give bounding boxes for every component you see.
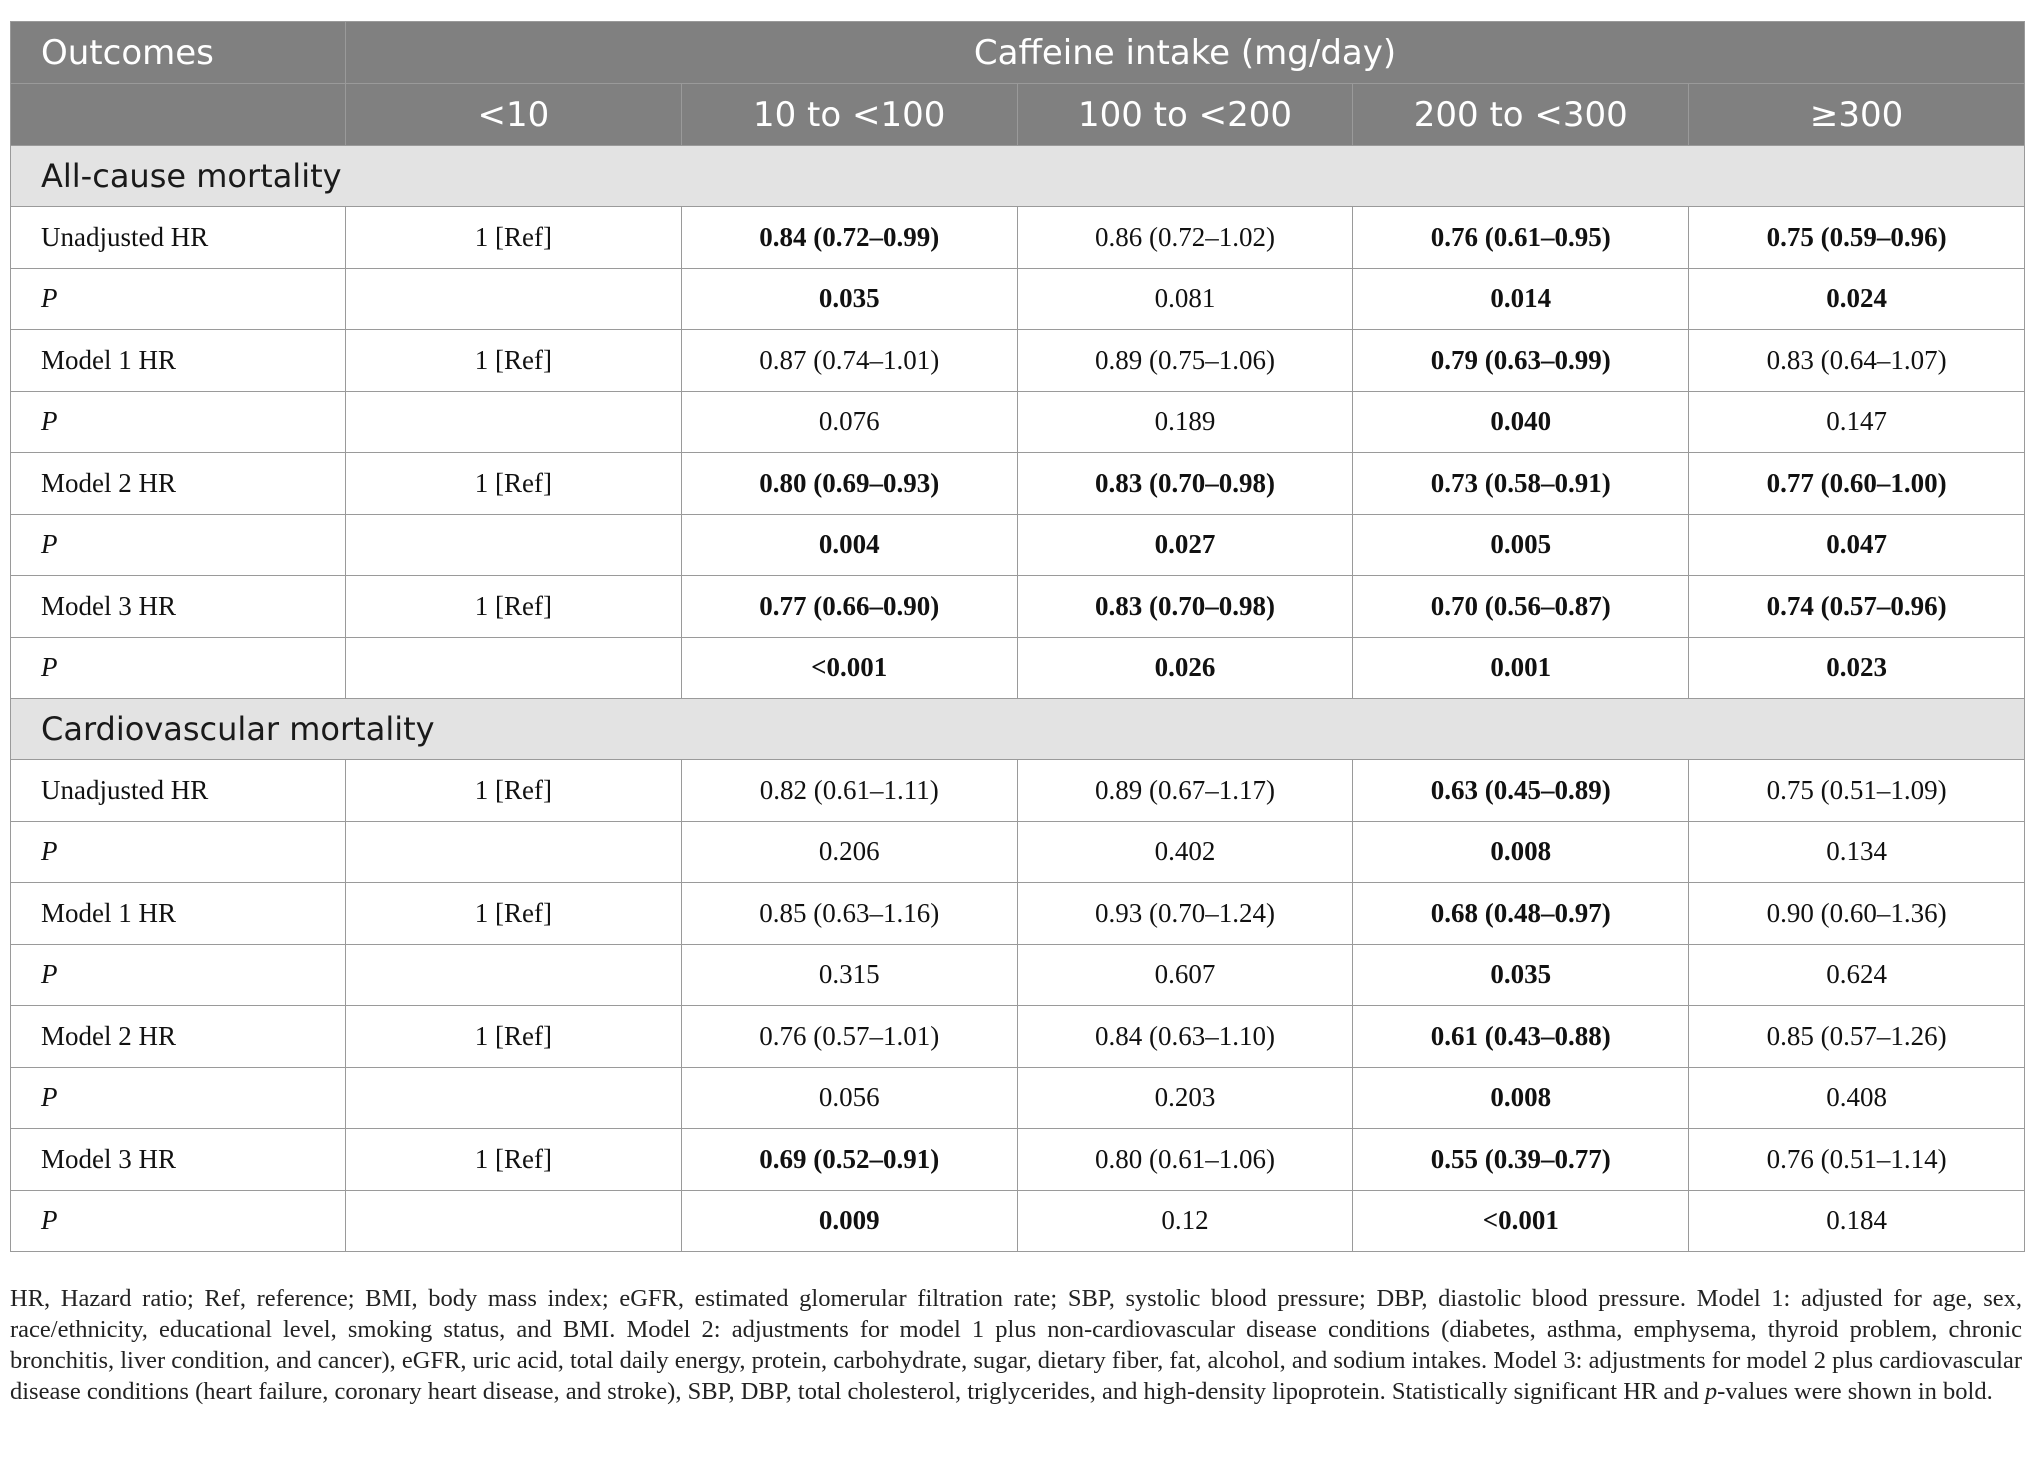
row-label: P [11, 637, 346, 699]
table-cell: 1 [Ref] [346, 1129, 682, 1191]
table-cell: 0.008 [1353, 821, 1689, 883]
table-cell: 0.61 (0.43–0.88) [1353, 1006, 1689, 1068]
table-cell: 0.035 [1353, 944, 1689, 1006]
table-cell: 0.69 (0.52–0.91) [681, 1129, 1017, 1191]
table-cell: 0.85 (0.57–1.26) [1689, 1006, 2025, 1068]
table-cell: 0.081 [1017, 268, 1353, 330]
table-cell: 0.047 [1689, 514, 2025, 576]
row-label: Unadjusted HR [11, 207, 346, 269]
table-cell: 0.83 (0.70–0.98) [1017, 453, 1353, 515]
table-cell: 1 [Ref] [346, 576, 682, 638]
table-cell: 0.70 (0.56–0.87) [1353, 576, 1689, 638]
table-footnote [10, 1283, 2022, 1407]
table-cell: 0.79 (0.63–0.99) [1353, 330, 1689, 392]
table-cell: 0.85 (0.63–1.16) [681, 883, 1017, 945]
table-row [11, 514, 2025, 576]
table-cell: 0.001 [1353, 637, 1689, 699]
table-cell: 0.023 [1689, 637, 2025, 699]
table-cell: <0.001 [681, 637, 1017, 699]
header-col-4: 200 to <300 [1353, 84, 1689, 146]
row-label: Model 2 HR [11, 1006, 346, 1068]
footnote-italic-p: p [1704, 1378, 1718, 1405]
row-label: P [11, 944, 346, 1006]
table-cell: 0.84 (0.63–1.10) [1017, 1006, 1353, 1068]
table-cell: 1 [Ref] [346, 453, 682, 515]
table-cell: 0.056 [681, 1067, 1017, 1129]
table-row [11, 268, 2025, 330]
table-cell: 0.206 [681, 821, 1017, 883]
table-cell [346, 944, 682, 1006]
header-col-5: ≥300 [1689, 84, 2025, 146]
header-col-1: <10 [346, 84, 682, 146]
table-cell [346, 637, 682, 699]
row-label: Model 3 HR [11, 576, 346, 638]
table-cell: 0.80 (0.69–0.93) [681, 453, 1017, 515]
table-cell: 0.315 [681, 944, 1017, 1006]
table-row [11, 207, 2025, 269]
table-cell [346, 268, 682, 330]
table-row [11, 453, 2025, 515]
table-cell: 1 [Ref] [346, 760, 682, 822]
table-cell: 0.009 [681, 1190, 1017, 1252]
section-row [11, 146, 2025, 207]
table-row [11, 1129, 2025, 1191]
table-row [11, 883, 2025, 945]
table-row [11, 1067, 2025, 1129]
table-cell: 0.87 (0.74–1.01) [681, 330, 1017, 392]
table-row [11, 330, 2025, 392]
header-col-3: 100 to <200 [1017, 84, 1353, 146]
row-label: P [11, 514, 346, 576]
footnote-paragraph [10, 1283, 2022, 1407]
table-cell: 0.408 [1689, 1067, 2025, 1129]
table-cell: 0.63 (0.45–0.89) [1353, 760, 1689, 822]
row-label: P [11, 268, 346, 330]
table-cell: 0.77 (0.66–0.90) [681, 576, 1017, 638]
table-cell: 0.035 [681, 268, 1017, 330]
footnote-text: HR, Hazard ratio; Ref, reference; BMI, body mass index; eGFR, estimated glomerular filtration rate; SBP, systolic blood pressure; DBP, diastolic blood pressure. Model 1: adjusted for age, sex, race/ethnicity, educational level, smoking status, and BMI. Model 2: adjustments for model 1 plus non-cardiovascular disease conditions (diabetes, asthma, emphysema, thyroid problem, chronic bronchitis, liver condition, and cancer), eGFR, uric acid, total daily energy, protein, carbohydrate, sugar, dietary fiber, fat, alcohol, and sodium intakes. Model 3: adjustments for model 2 plus cardiovascular disease conditions (heart failure, coronary heart disease, and stroke), SBP, DBP, total cholesterol, triglycerides, and high-density lipoprotein. Statistically significant HR and [10, 1285, 2022, 1405]
row-label: Model 3 HR [11, 1129, 346, 1191]
table-cell [346, 1067, 682, 1129]
row-label: P [11, 1190, 346, 1252]
table-cell [346, 514, 682, 576]
table-cell: 0.77 (0.60–1.00) [1689, 453, 2025, 515]
table-cell: 0.184 [1689, 1190, 2025, 1252]
table-cell: 0.027 [1017, 514, 1353, 576]
table-cell: 0.024 [1689, 268, 2025, 330]
table-cell: 0.004 [681, 514, 1017, 576]
table-cell: <0.001 [1353, 1190, 1689, 1252]
table-cell: 0.607 [1017, 944, 1353, 1006]
header-empty-cell [11, 84, 346, 146]
table-cell: 0.75 (0.59–0.96) [1689, 207, 2025, 269]
table-cell: 0.014 [1353, 268, 1689, 330]
table-header [11, 22, 2025, 146]
table-row [11, 637, 2025, 699]
table-cell: 0.73 (0.58–0.91) [1353, 453, 1689, 515]
table-cell [346, 391, 682, 453]
table-cell: 1 [Ref] [346, 883, 682, 945]
table-cell: 0.82 (0.61–1.11) [681, 760, 1017, 822]
table-row [11, 576, 2025, 638]
row-label: Model 1 HR [11, 883, 346, 945]
row-label: P [11, 391, 346, 453]
table-cell: 0.90 (0.60–1.36) [1689, 883, 2025, 945]
table-cell: 0.76 (0.51–1.14) [1689, 1129, 2025, 1191]
table-cell: 0.89 (0.75–1.06) [1017, 330, 1353, 392]
table-cell: 0.93 (0.70–1.24) [1017, 883, 1353, 945]
table-cell: 0.134 [1689, 821, 2025, 883]
results-table-container [10, 21, 2024, 1252]
table-cell: 0.83 (0.64–1.07) [1689, 330, 2025, 392]
table-cell: 0.040 [1353, 391, 1689, 453]
section-title: All-cause mortality [11, 146, 2025, 207]
header-outcomes: Outcomes [11, 22, 346, 84]
table-cell: 0.008 [1353, 1067, 1689, 1129]
table-cell: 0.83 (0.70–0.98) [1017, 576, 1353, 638]
caffeine-mortality-table [10, 21, 2025, 1252]
table-cell: 0.55 (0.39–0.77) [1353, 1129, 1689, 1191]
table-cell: 0.75 (0.51–1.09) [1689, 760, 2025, 822]
row-label: P [11, 821, 346, 883]
table-cell [346, 1190, 682, 1252]
header-col-2: 10 to <100 [681, 84, 1017, 146]
table-body [11, 146, 2025, 1252]
table-row [11, 391, 2025, 453]
table-cell: 0.84 (0.72–0.99) [681, 207, 1017, 269]
table-row [11, 821, 2025, 883]
table-cell: 0.76 (0.61–0.95) [1353, 207, 1689, 269]
table-cell: 0.076 [681, 391, 1017, 453]
table-cell: 0.402 [1017, 821, 1353, 883]
table-cell: 0.80 (0.61–1.06) [1017, 1129, 1353, 1191]
section-row [11, 699, 2025, 760]
row-label: P [11, 1067, 346, 1129]
table-cell: 0.203 [1017, 1067, 1353, 1129]
table-row [11, 760, 2025, 822]
table-row [11, 1190, 2025, 1252]
table-cell [346, 821, 682, 883]
section-title: Cardiovascular mortality [11, 699, 2025, 760]
row-label: Unadjusted HR [11, 760, 346, 822]
row-label: Model 2 HR [11, 453, 346, 515]
table-cell: 0.12 [1017, 1190, 1353, 1252]
table-cell: 1 [Ref] [346, 207, 682, 269]
footnote-text-end: -values were shown in bold. [1717, 1378, 1993, 1405]
row-label: Model 1 HR [11, 330, 346, 392]
table-cell: 1 [Ref] [346, 1006, 682, 1068]
table-row [11, 944, 2025, 1006]
header-caffeine-group: Caffeine intake (mg/day) [346, 22, 2025, 84]
table-cell: 0.76 (0.57–1.01) [681, 1006, 1017, 1068]
table-cell: 1 [Ref] [346, 330, 682, 392]
table-cell: 0.189 [1017, 391, 1353, 453]
table-cell: 0.147 [1689, 391, 2025, 453]
table-cell: 0.86 (0.72–1.02) [1017, 207, 1353, 269]
table-cell: 0.89 (0.67–1.17) [1017, 760, 1353, 822]
table-cell: 0.624 [1689, 944, 2025, 1006]
table-cell: 0.68 (0.48–0.97) [1353, 883, 1689, 945]
table-row [11, 1006, 2025, 1068]
table-cell: 0.026 [1017, 637, 1353, 699]
table-cell: 0.005 [1353, 514, 1689, 576]
table-cell: 0.74 (0.57–0.96) [1689, 576, 2025, 638]
